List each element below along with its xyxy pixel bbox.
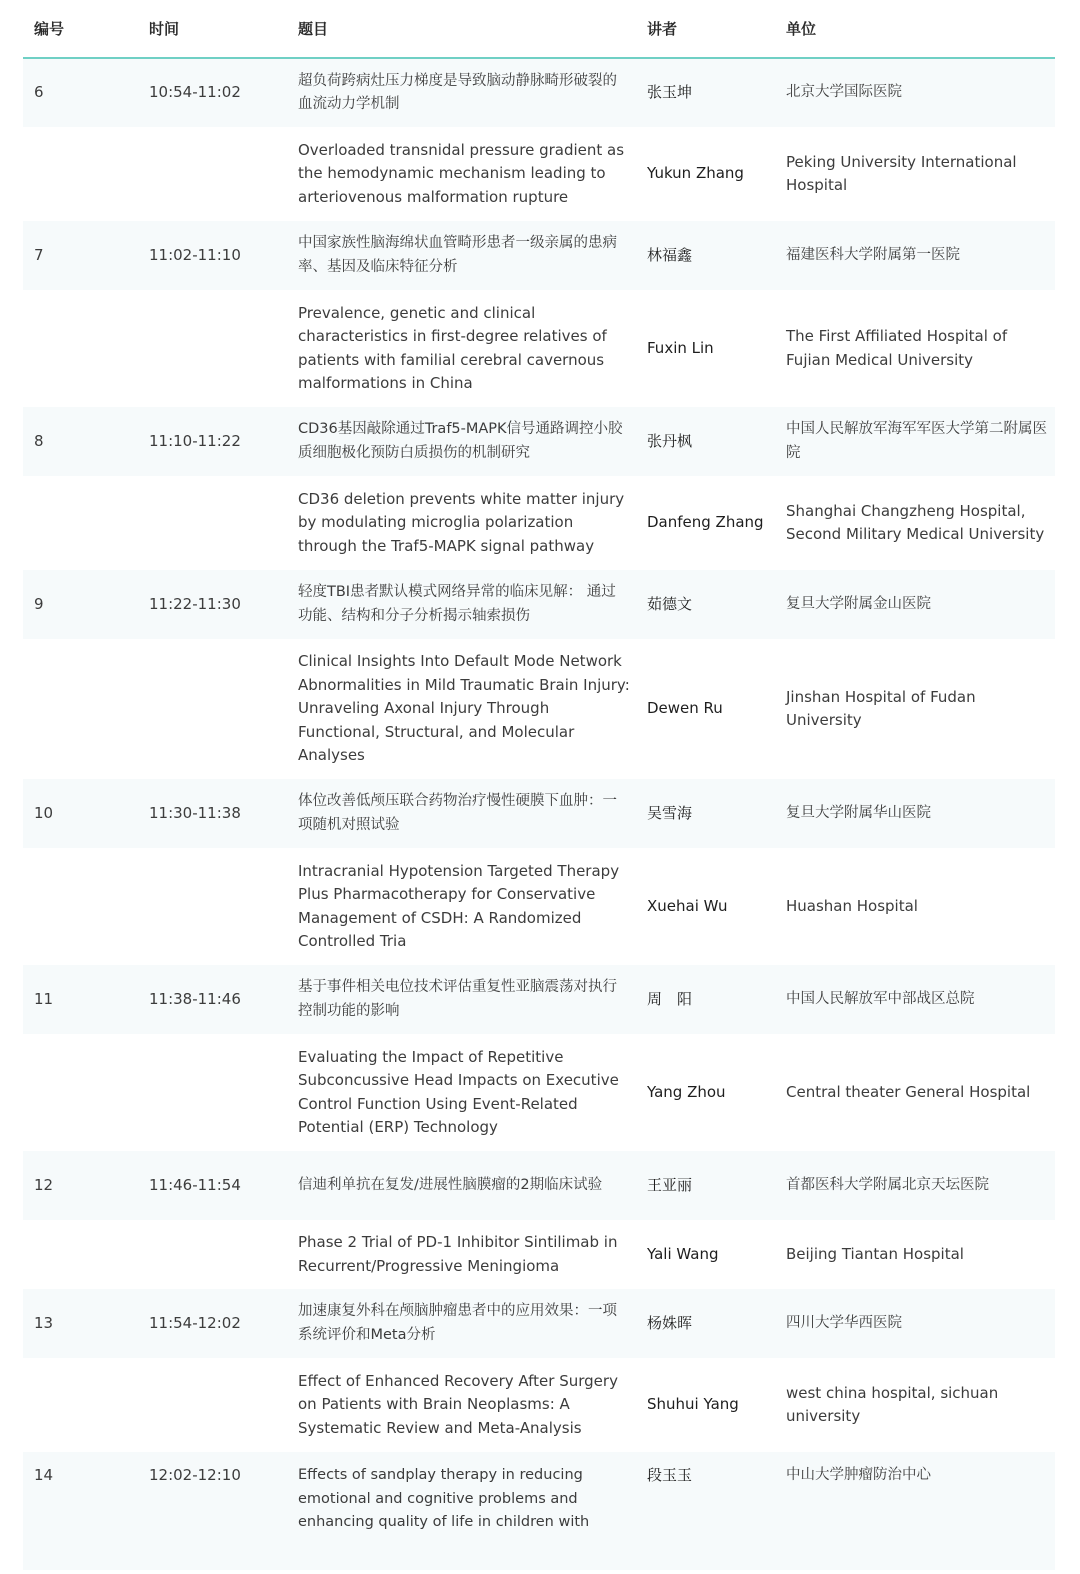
cell-title: Overloaded transnidal pressure gradient as the hemodynamic mechanism leading to arteriovenous malformation rupture: [286, 127, 636, 221]
cell-time: [138, 127, 286, 221]
cell-title: Phase 2 Trial of PD-1 Inhibitor Sintilimab in Recurrent/Progressive Meningioma: [286, 1220, 636, 1289]
table-row: [23, 779, 1055, 848]
table-row: [23, 221, 1055, 290]
cell-time: [138, 290, 286, 407]
cell-num: [23, 848, 138, 965]
cell-time: 11:02-11:10: [138, 221, 286, 290]
table-header: [23, 0, 1055, 58]
cell-num: [23, 1034, 138, 1151]
cell-time: 11:46-11:54: [138, 1151, 286, 1220]
cell-num: 7: [23, 221, 138, 290]
cell-speaker: 张丹枫: [636, 407, 775, 476]
cell-num: 11: [23, 965, 138, 1034]
cell-unit: west china hospital, sichuan university: [775, 1358, 1055, 1452]
cell-num: 6: [23, 58, 138, 127]
cell-unit: 北京大学国际医院: [775, 58, 1055, 127]
cell-title: 体位改善低颅压联合药物治疗慢性硬膜下血肿：一项随机对照试验: [286, 779, 636, 848]
cell-speaker: 茹德文: [636, 570, 775, 639]
cell-num: 14: [23, 1452, 138, 1570]
cell-unit: 复旦大学附属金山医院: [775, 570, 1055, 639]
cell-time: [138, 639, 286, 779]
header-speaker: 讲者: [636, 0, 775, 58]
cell-num: 12: [23, 1151, 138, 1220]
table-row: [23, 290, 1055, 407]
table-row: [23, 127, 1055, 221]
table-row: [23, 1151, 1055, 1220]
table-row: [23, 570, 1055, 639]
cell-num: [23, 1358, 138, 1452]
cell-time: 11:10-11:22: [138, 407, 286, 476]
header-unit: 单位: [775, 0, 1055, 58]
cell-time: [138, 848, 286, 965]
cell-title: Effects of sandplay therapy in reducing emotional and cognitive problems and enhancing quality of life in children with: [286, 1452, 636, 1570]
cell-speaker: Dewen Ru: [636, 639, 775, 779]
header-time: 时间: [138, 0, 286, 58]
header-title: 题目: [286, 0, 636, 58]
cell-title: 基于事件相关电位技术评估重复性亚脑震荡对执行控制功能的影响: [286, 965, 636, 1034]
cell-unit: Central theater General Hospital: [775, 1034, 1055, 1151]
cell-unit: Huashan Hospital: [775, 848, 1055, 965]
cell-title: 中国家族性脑海绵状血管畸形患者一级亲属的患病率、基因及临床特征分析: [286, 221, 636, 290]
cell-speaker: Yang Zhou: [636, 1034, 775, 1151]
cell-unit: 中国人民解放军海军军医大学第二附属医院: [775, 407, 1055, 476]
cell-unit: 四川大学华西医院: [775, 1289, 1055, 1358]
table-row: [23, 1034, 1055, 1151]
cell-speaker: Shuhui Yang: [636, 1358, 775, 1452]
cell-time: 10:54-11:02: [138, 58, 286, 127]
cell-title: Evaluating the Impact of Repetitive Subconcussive Head Impacts on Executive Control Function Using Event-Related Potential (ERP) Technology: [286, 1034, 636, 1151]
cell-time: 11:54-12:02: [138, 1289, 286, 1358]
table-row: [23, 1358, 1055, 1452]
cell-num: 9: [23, 570, 138, 639]
cell-num: 13: [23, 1289, 138, 1358]
cell-unit: Shanghai Changzheng Hospital, Second Military Medical University: [775, 476, 1055, 570]
cell-speaker: Yukun Zhang: [636, 127, 775, 221]
cell-title: Intracranial Hypotension Targeted Therapy Plus Pharmacotherapy for Conservative Management of CSDH: A Randomized Controlled Tria: [286, 848, 636, 965]
cell-speaker: 杨姝晖: [636, 1289, 775, 1358]
table-body: [23, 58, 1055, 1570]
table-row: [23, 476, 1055, 570]
cell-speaker: 王亚丽: [636, 1151, 775, 1220]
cell-title: Effect of Enhanced Recovery After Surgery on Patients with Brain Neoplasms: A Systematic Review and Meta-Analysis: [286, 1358, 636, 1452]
cell-time: 11:30-11:38: [138, 779, 286, 848]
table-row: [23, 639, 1055, 779]
schedule-table: [23, 0, 1055, 1570]
cell-title: 信迪利单抗在复发/进展性脑膜瘤的2期临床试验: [286, 1151, 636, 1220]
table-row: [23, 58, 1055, 127]
header-row: [23, 0, 1055, 58]
cell-time: [138, 1220, 286, 1289]
cell-speaker: 吴雪海: [636, 779, 775, 848]
cell-unit: Jinshan Hospital of Fudan University: [775, 639, 1055, 779]
cell-num: 10: [23, 779, 138, 848]
cell-time: [138, 476, 286, 570]
table-row: [23, 407, 1055, 476]
cell-unit: 福建医科大学附属第一医院: [775, 221, 1055, 290]
cell-title: 加速康复外科在颅脑肿瘤患者中的应用效果：一项系统评价和Meta分析: [286, 1289, 636, 1358]
header-num: 编号: [23, 0, 138, 58]
cell-unit: 复旦大学附属华山医院: [775, 779, 1055, 848]
table-row: [23, 965, 1055, 1034]
table-row: [23, 848, 1055, 965]
cell-speaker: Xuehai Wu: [636, 848, 775, 965]
cell-title: Prevalence, genetic and clinical characteristics in first-degree relatives of patients with familial cerebral cavernous malformations in China: [286, 290, 636, 407]
cell-title: 轻度TBI患者默认模式网络异常的临床见解： 通过功能、结构和分子分析揭示轴索损伤: [286, 570, 636, 639]
cell-unit: The First Affiliated Hospital of Fujian Medical University: [775, 290, 1055, 407]
cell-speaker: 周 阳: [636, 965, 775, 1034]
cell-speaker: 段玉玉: [636, 1452, 775, 1570]
cell-time: 12:02-12:10: [138, 1452, 286, 1570]
cell-num: [23, 639, 138, 779]
cell-speaker: 林福鑫: [636, 221, 775, 290]
cell-time: 11:22-11:30: [138, 570, 286, 639]
cell-unit: 中山大学肿瘤防治中心: [775, 1452, 1055, 1570]
cell-speaker: 张玉坤: [636, 58, 775, 127]
cell-time: [138, 1034, 286, 1151]
cell-title: CD36基因敲除通过Traf5-MAPK信号通路调控小胶质细胞极化预防白质损伤的机制研究: [286, 407, 636, 476]
cell-unit: 首都医科大学附属北京天坛医院: [775, 1151, 1055, 1220]
table-row: [23, 1452, 1055, 1570]
cell-time: 11:38-11:46: [138, 965, 286, 1034]
table-row: [23, 1289, 1055, 1358]
cell-unit: 中国人民解放军中部战区总院: [775, 965, 1055, 1034]
cell-speaker: Danfeng Zhang: [636, 476, 775, 570]
cell-num: [23, 290, 138, 407]
cell-speaker: Yali Wang: [636, 1220, 775, 1289]
cell-speaker: Fuxin Lin: [636, 290, 775, 407]
cell-num: [23, 1220, 138, 1289]
cell-title: CD36 deletion prevents white matter injury by modulating microglia polarization through the Traf5-MAPK signal pathway: [286, 476, 636, 570]
cell-num: [23, 476, 138, 570]
table-row: [23, 1220, 1055, 1289]
cell-num: [23, 127, 138, 221]
cell-title: Clinical Insights Into Default Mode Network Abnormalities in Mild Traumatic Brain Injury: Unraveling Axonal Injury Through Functional, Structural, and Molecular Analyses: [286, 639, 636, 779]
cell-unit: Peking University International Hospital: [775, 127, 1055, 221]
cell-title: 超负荷跨病灶压力梯度是导致脑动静脉畸形破裂的血流动力学机制: [286, 58, 636, 127]
cell-num: 8: [23, 407, 138, 476]
cell-time: [138, 1358, 286, 1452]
cell-unit: Beijing Tiantan Hospital: [775, 1220, 1055, 1289]
